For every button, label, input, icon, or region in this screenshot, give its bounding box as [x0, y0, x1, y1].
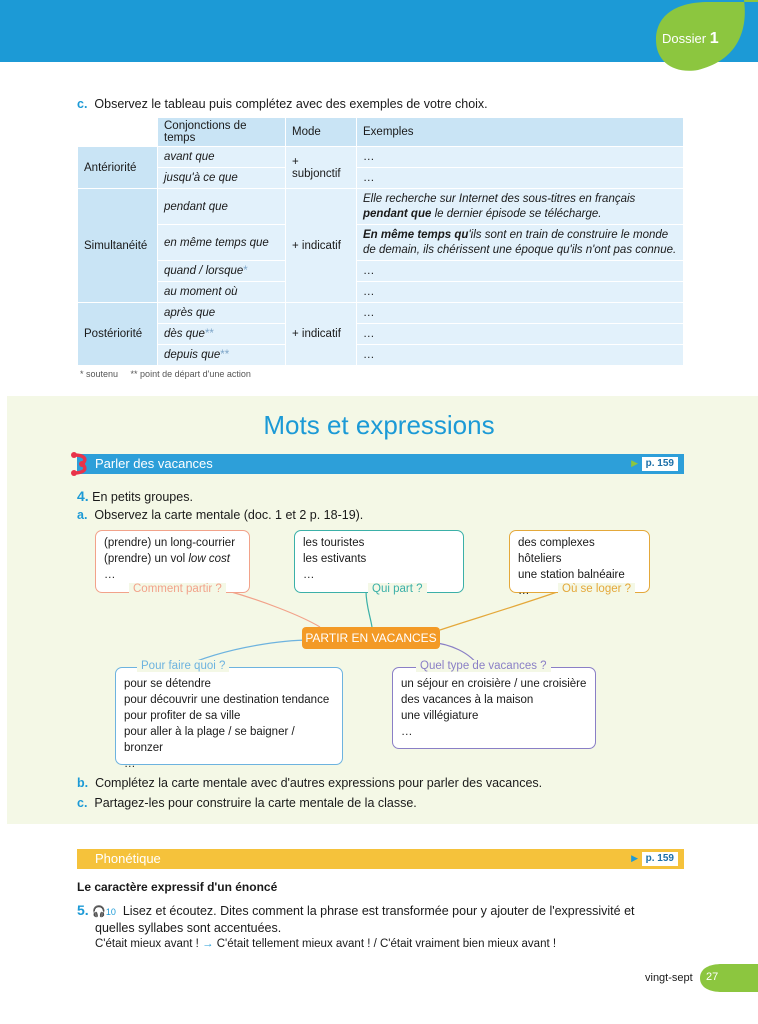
page-word: vingt-sept	[645, 972, 693, 984]
example-cell: …	[357, 282, 684, 303]
mindmap-label-pour-faire-quoi: Pour faire quoi ?	[137, 660, 229, 672]
mindmap-box-pour-faire-quoi: pour se détendre pour découvrir une destination tendance pour profiter de sa ville pour aller à la plage / se baigner / bronzer …	[115, 667, 343, 765]
phonetique-subtitle: Le caractère expressif d'un énoncé	[77, 880, 278, 894]
example-cell: Elle recherche sur Internet des sous-titres en français pendant que le dernier épisode se télécharge.	[357, 189, 684, 225]
exercise-c-instruction: c. Observez le tableau puis complétez avec des exemples de votre choix.	[77, 97, 488, 111]
mindmap-label-quel-type: Quel type de vacances ?	[416, 660, 551, 672]
conj-cell: dès que**	[158, 324, 286, 345]
table-header-examples: Exemples	[357, 118, 684, 147]
exercise-4c: c. Partagez-les pour construire la carte mentale de la classe.	[77, 796, 417, 810]
mindmap-box-ou-se-loger: des complexes hôteliers une station balnéaire …	[509, 530, 650, 593]
mindmap-box-qui-part: les touristes les estivants …	[294, 530, 464, 593]
row-label-anteriorite: Antériorité	[78, 147, 158, 189]
row-label-simultaneite: Simultanéité	[78, 189, 158, 303]
conj-cell: quand / lorsque*	[158, 261, 286, 282]
arrow-right-icon: ▶	[631, 853, 638, 863]
table-footnote: * soutenu ** point de départ d'une action	[80, 369, 251, 379]
example-cell: …	[357, 324, 684, 345]
table-header-conj: Conjonctions de temps	[158, 118, 286, 147]
exercise-5: 5. 🎧10 Lisez et écoutez. Dites comment la phrase est transformée pour y ajouter de l'expressivité et quelles syllabes sont accentuées. C'était mieux avant ! → C'était tellement mieux avant ! / C'était vraiment bien mieux avant !	[77, 902, 635, 950]
mindmap-label-qui-part: Qui part ?	[368, 583, 427, 595]
mindmap-label-comment-partir: Comment partir ?	[129, 583, 226, 595]
mots-title: Mots et expressions	[263, 410, 495, 440]
example-cell: En même temps qu'ils sont en train de construire le monde de demain, ils chérissent une époque qu'ils n'ont pas connue.	[357, 225, 684, 261]
table-header-mode: Mode	[286, 118, 357, 147]
page-number: 27	[706, 971, 719, 983]
mode-cell: + indicatif	[286, 189, 357, 303]
headphones-icon[interactable]: 🎧	[92, 906, 106, 918]
exercise-4b: b. Complétez la carte mentale avec d'autres expressions pour parler des vacances.	[77, 776, 543, 790]
page-ref-link[interactable]: p. 159	[642, 852, 678, 866]
dossier-label: Dossier 1	[662, 30, 719, 47]
conj-cell: en même temps que	[158, 225, 286, 261]
mode-cell: + subjonctif	[286, 147, 357, 189]
mode-cell: + indicatif	[286, 303, 357, 366]
mindmap-center: PARTIR EN VACANCES	[302, 627, 440, 649]
conj-cell: depuis que**	[158, 345, 286, 366]
conj-cell: après que	[158, 303, 286, 324]
mindmap-label-ou-se-loger: Où se loger ?	[558, 583, 635, 595]
example-cell: …	[357, 261, 684, 282]
example-cell: …	[357, 303, 684, 324]
conj-cell: avant que	[158, 147, 286, 168]
example-cell: …	[357, 345, 684, 366]
section-bar-phonetique: Phonétique ▶ p. 159	[77, 849, 684, 869]
exercise-4a: a. Observez la carte mentale (doc. 1 et 2 p. 18-19).	[77, 508, 364, 522]
row-label-posteriorite: Postériorité	[78, 303, 158, 366]
conj-cell: au moment où	[158, 282, 286, 303]
section-bar-vacances: Parler des vacances ▶ p. 159	[77, 454, 684, 474]
example-cell: …	[357, 147, 684, 168]
exercise-4-title: 4. En petits groupes.	[77, 488, 193, 504]
arrow-right-icon: ▶	[631, 458, 638, 468]
example-cell: …	[357, 168, 684, 189]
mindmap-box-quel-type: un séjour en croisière / une croisière des vacances à la maison une villégiature …	[392, 667, 596, 749]
conj-cell: jusqu'à ce que	[158, 168, 286, 189]
mindmap-box-comment-partir: (prendre) un long-courrier (prendre) un vol low cost …	[95, 530, 250, 593]
conj-cell: pendant que	[158, 189, 286, 225]
page-ref-link[interactable]: p. 159	[642, 457, 678, 471]
